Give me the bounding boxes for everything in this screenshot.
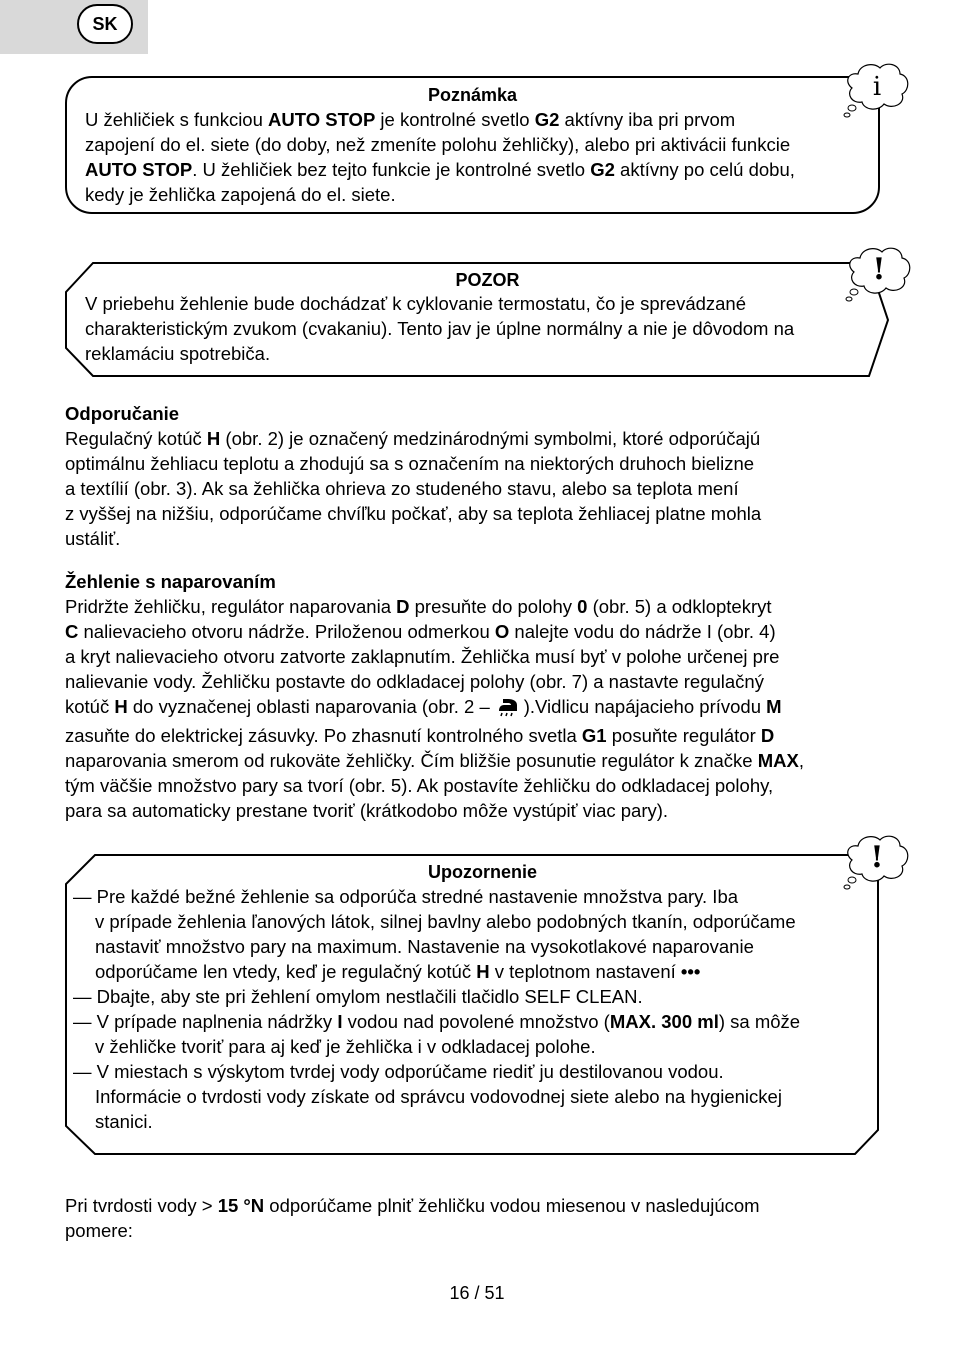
text-run: nastaviť množstvo pary na maximum. Nastavenie na vysokotlakové naparovanie bbox=[95, 936, 754, 957]
text-line bbox=[65, 619, 895, 644]
text-line bbox=[95, 959, 700, 984]
text-line bbox=[85, 157, 795, 182]
text-run: Informácie o tvrdosti vody získate od správcu vodovodnej siete alebo na hygienickej bbox=[95, 1086, 782, 1107]
text-run: ) sa môže bbox=[718, 1011, 801, 1032]
bold-text: 15 °N bbox=[217, 1195, 265, 1216]
text-line bbox=[95, 1109, 153, 1134]
text-line bbox=[85, 316, 794, 341]
text-run: naparovania smerom od rukoväte žehličky. Čím bližšie posunutie regulátor k značke bbox=[65, 750, 758, 771]
bold-text: AUTO STOP bbox=[85, 159, 193, 180]
text-line bbox=[85, 341, 270, 366]
text-line bbox=[73, 1009, 800, 1034]
language-badge: SK bbox=[77, 4, 133, 44]
bold-text: D bbox=[760, 725, 775, 746]
text-run: , bbox=[798, 750, 804, 771]
note-title: Poznámka bbox=[427, 85, 518, 105]
text-run: — V miestach s výskytom tvrdej vody odporúčame riediť ju destilovanou vodou. bbox=[73, 1061, 724, 1082]
bold-text: C bbox=[65, 621, 79, 642]
bold-text: H bbox=[206, 428, 221, 449]
text-line bbox=[65, 644, 895, 669]
text-line bbox=[85, 107, 735, 132]
text-run: ).Vidlicu napájacieho prívodu bbox=[523, 696, 767, 717]
bold-text: I bbox=[337, 1011, 343, 1032]
text-run: kotúč bbox=[65, 696, 115, 717]
text-run: Regulačný kotúč bbox=[65, 428, 207, 449]
text-run: — Pre každé bežné žehlenie sa odporúča stredné nastavenie množstva pary. Iba bbox=[73, 886, 739, 907]
water-hardness-body bbox=[65, 1193, 895, 1243]
caution-box bbox=[65, 262, 890, 378]
text-run: posuňte regulátor bbox=[606, 725, 761, 746]
text-run: stanici. bbox=[95, 1111, 153, 1132]
text-run: ustáliť. bbox=[65, 528, 121, 549]
text-run: — Dbajte, aby ste pri žehlení omylom nestlačili tlačidlo SELF CLEAN. bbox=[73, 986, 643, 1007]
bold-text: H bbox=[114, 696, 128, 717]
bold-text: O bbox=[494, 621, 510, 642]
text-run: Pridržte žehličku, regulátor naparovania bbox=[65, 596, 397, 617]
text-run: para sa automaticky prestane tvoriť (krátkodobo môže vystúpiť viac pary). bbox=[65, 800, 669, 821]
caution-title: POZOR bbox=[455, 270, 520, 290]
text-line bbox=[65, 773, 895, 798]
exclamation-glyph: ! bbox=[872, 252, 886, 287]
text-run: odporúčame plniť žehličku vodou miesenou v nasledujúcom bbox=[264, 1195, 760, 1216]
bold-text: D bbox=[396, 596, 410, 617]
recommendation-heading: Odporučanie bbox=[65, 403, 180, 424]
text-run: nalievacieho otvoru nádrže. Priloženou odmerkou bbox=[78, 621, 495, 642]
warning-cloud bbox=[840, 834, 910, 892]
page-number: 16 / 51 bbox=[449, 1283, 505, 1303]
text-line bbox=[95, 909, 796, 934]
steam-ironing-section bbox=[65, 569, 895, 823]
info-glyph: i bbox=[872, 72, 882, 102]
text-run: do vyznačenej oblasti naparovania (obr. 2 – bbox=[127, 696, 490, 717]
language-tab bbox=[0, 0, 148, 54]
bold-text: MAX. 300 ml bbox=[609, 1011, 719, 1032]
bold-text: G1 bbox=[581, 725, 607, 746]
text-run: presuňte do polohy bbox=[409, 596, 578, 617]
text-line bbox=[65, 451, 895, 476]
text-line bbox=[95, 1084, 782, 1109]
bold-text: H bbox=[476, 961, 490, 982]
text-line bbox=[65, 426, 895, 451]
text-run: v žehličke tvoriť para aj keď je žehlička i v odkladacej polohe. bbox=[95, 1036, 596, 1057]
text-run: Pri tvrdosti vody > bbox=[65, 1195, 218, 1216]
text-line bbox=[73, 1059, 724, 1084]
text-run: U žehličiek s funkciou bbox=[85, 109, 269, 130]
text-line bbox=[65, 1218, 895, 1243]
text-run: odporúčame len vtedy, keď je regulačný kotúč bbox=[95, 961, 477, 982]
text-run: je kontrolné svetlo bbox=[375, 109, 535, 130]
text-run: v prípade žehlenia ľanových látok, silnej bavlny alebo podobných tkanín, odporúčame bbox=[95, 911, 796, 932]
text-run: zapojení do el. siete (do doby, než zmeníte polohu žehličky), alebo pri aktivácii funkcie bbox=[85, 134, 791, 155]
text-run: V priebehu žehlenie bude dochádzať k cyklovanie termostatu, čo je sprevádzané bbox=[85, 293, 747, 314]
text-run: tým väčšie množstvo pary sa tvorí (obr. 5). Ak postavíte žehličku do odkladacej polohy, bbox=[65, 775, 774, 796]
text-line bbox=[95, 1034, 596, 1059]
bold-text: G2 bbox=[534, 109, 560, 130]
caution-cloud bbox=[842, 246, 912, 304]
text-run: pomere: bbox=[65, 1220, 133, 1241]
bold-text: 0 bbox=[577, 596, 588, 617]
text-line bbox=[73, 884, 738, 909]
text-line bbox=[65, 748, 895, 773]
text-run: v teplotnom nastavení bbox=[489, 961, 681, 982]
bold-text: G2 bbox=[590, 159, 615, 180]
note-box bbox=[65, 76, 880, 214]
text-line bbox=[73, 984, 643, 1009]
text-run: z vyššej na nižšiu, odporúčame chvíľku počkať, aby sa teplota žehliacej platne mohla bbox=[65, 503, 762, 524]
text-run: reklamáciu spotrebiča. bbox=[85, 343, 271, 364]
text-line bbox=[65, 1193, 895, 1218]
steam-ironing-heading: Žehlenie s naparovaním bbox=[65, 571, 276, 592]
text-run: vodou nad povolené množstvo ( bbox=[342, 1011, 610, 1032]
text-run: . U žehličiek bez tejto funkcie je kontrolné svetlo bbox=[192, 159, 591, 180]
warning-box bbox=[65, 854, 880, 1156]
text-run: optimálnu žehliacu teplotu a zhodujú sa s označením na niektorých druhoch bielizne bbox=[65, 453, 755, 474]
warning-title: Upozornenie bbox=[427, 862, 537, 882]
water-hardness-section bbox=[65, 1193, 895, 1243]
text-line bbox=[65, 798, 895, 823]
text-line bbox=[65, 476, 895, 501]
text-run: kedy je žehlička zapojená do el. siete. bbox=[85, 184, 396, 205]
text-line bbox=[65, 501, 895, 526]
exclamation-glyph: ! bbox=[870, 840, 884, 875]
steam-iron-icon bbox=[496, 697, 520, 723]
text-run: (obr. 2) je označený medzinárodnými symbolmi, ktoré odporúčajú bbox=[220, 428, 761, 449]
text-run: — V prípade naplnenia nádržky bbox=[73, 1011, 338, 1032]
text-line bbox=[65, 694, 895, 723]
bold-text: AUTO STOP bbox=[268, 109, 376, 130]
note-cloud bbox=[840, 62, 910, 118]
text-line bbox=[65, 594, 895, 619]
text-line bbox=[65, 723, 895, 748]
text-run: a kryt nalievacieho otvoru zatvorte zaklapnutím. Žehlička musí byť v polohe určenej pre bbox=[65, 646, 780, 667]
text-run: aktívny po celú dobu, bbox=[614, 159, 795, 180]
text-run: zasuňte do elektrickej zásuvky. Po zhasnutí kontrolného svetla bbox=[65, 725, 582, 746]
text-run: aktívny iba pri prvom bbox=[559, 109, 736, 130]
text-line bbox=[95, 934, 754, 959]
text-run: charakteristickým zvukom (cvakaniu). Tento jav je úplne normálny a nie je dôvodom na bbox=[85, 318, 795, 339]
steam-ironing-body bbox=[65, 594, 895, 823]
text-run: nalejte vodu do nádrže I (obr. 4) bbox=[509, 621, 776, 642]
text-run: nalievanie vody. Žehličku postavte do odkladacej polohy (obr. 7) a nastavte regulačný bbox=[65, 671, 764, 692]
text-line bbox=[85, 132, 790, 157]
bold-text: M bbox=[766, 696, 782, 717]
text-line bbox=[85, 182, 396, 207]
recommendation-section bbox=[65, 401, 895, 551]
text-line bbox=[85, 291, 746, 316]
text-run: a textílií (obr. 3). Ak sa žehlička ohrieva zo studeného stavu, alebo sa teplota mení bbox=[65, 478, 739, 499]
bold-text: MAX bbox=[757, 750, 799, 771]
bold-text: ••• bbox=[680, 961, 701, 982]
text-line bbox=[65, 526, 895, 551]
text-line bbox=[65, 669, 895, 694]
recommendation-body bbox=[65, 426, 895, 551]
text-run: (obr. 5) a odkloptekryt bbox=[587, 596, 772, 617]
